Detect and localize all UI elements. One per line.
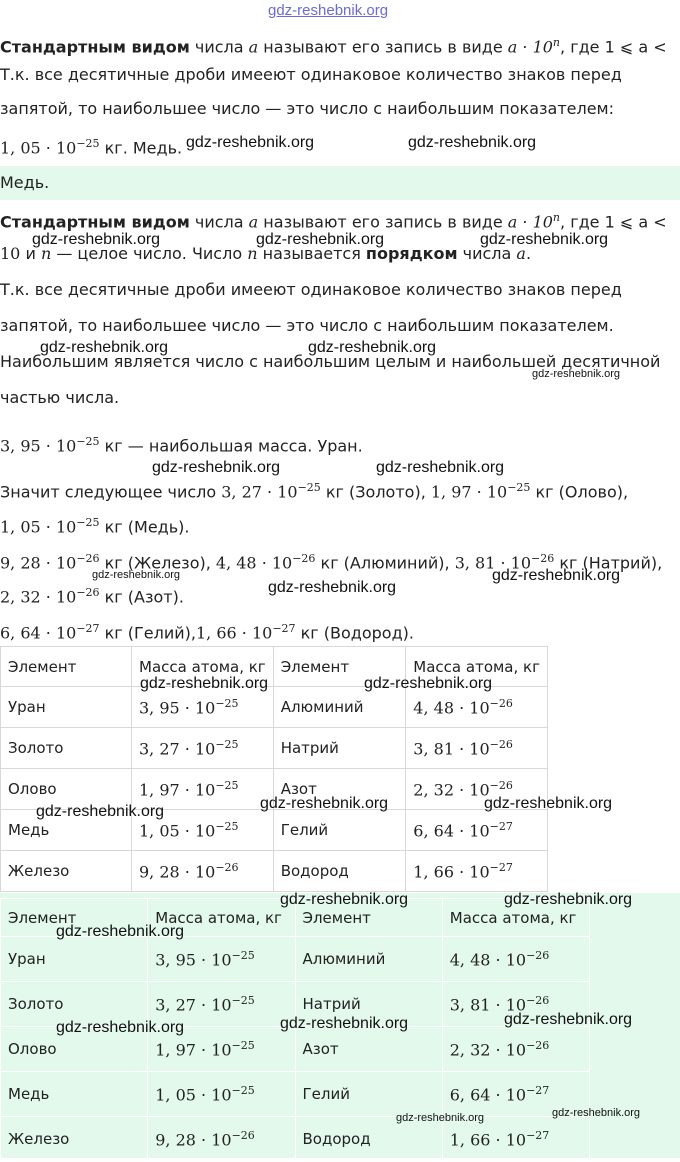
math-num: 10 [0, 244, 21, 263]
element-cell: Азот [295, 1027, 442, 1072]
watermark: gdz-reshebnik.org [152, 459, 281, 476]
element-cell: Гелий [273, 810, 406, 851]
mass-exp: −25 [215, 737, 239, 751]
table-row [1, 851, 548, 892]
math-exp: −25 [297, 481, 321, 494]
order-line [0, 582, 184, 608]
element-cell: Железо [1, 1117, 148, 1162]
math-exp: −26 [292, 552, 316, 565]
watermark: gdz-reshebnik.org [40, 339, 169, 356]
text-line: частью числа. [0, 388, 120, 407]
math-expr: a · 10 [507, 37, 553, 57]
element-cell: Азот [273, 769, 406, 810]
watermark: gdz-reshebnik.org [552, 1107, 641, 1119]
text: называют его запись в виде [258, 212, 508, 232]
mass-value: 3, 27 · 10 [155, 995, 232, 1015]
math-expr: 6, 64 · 10 [0, 623, 77, 643]
watermark: gdz-reshebnik.org [308, 339, 437, 356]
watermark: gdz-reshebnik.org [396, 1112, 485, 1124]
mass-exp: −26 [489, 778, 513, 792]
element-cell: Железо [1, 851, 132, 892]
text: кг (Железо), [99, 553, 216, 573]
watermark: gdz-reshebnik.org [256, 231, 385, 248]
header-cell: Масса атома, кг [132, 647, 274, 687]
header-cell: Элемент [273, 647, 406, 687]
mass-exp: −25 [231, 1083, 255, 1097]
math-exp: −27 [76, 622, 100, 635]
element-cell: Золото [1, 728, 132, 769]
mass-cell [148, 937, 295, 982]
math-var: n [40, 244, 52, 263]
text: называют его запись в виде [258, 37, 508, 57]
element-cell: Водород [273, 851, 406, 892]
mass-value: 6, 64 · 10 [413, 821, 490, 841]
math-expr: 1, 66 · 10 [195, 623, 273, 643]
math-exp: n [552, 211, 561, 224]
watermark: gdz-reshebnik.org [364, 675, 493, 692]
math-expr: 2, 32 · 10 [0, 587, 77, 607]
math-expr: 4, 48 · 10 [215, 553, 293, 573]
order-line [0, 512, 190, 538]
text: кг. Медь. [99, 138, 183, 158]
text: . [525, 244, 532, 263]
text: , где 1 ⩽ a < [560, 37, 667, 57]
mass-value: 6, 64 · 10 [449, 1085, 527, 1105]
header-cell: Элемент [1, 899, 148, 937]
mass-exp: −26 [215, 860, 239, 874]
text-line: Т.к. все десятичные дроби имееют одинаковое количество знаков перед [0, 65, 622, 84]
math-exp: n [552, 36, 561, 49]
mass-exp: −25 [231, 948, 255, 962]
watermark: gdz-reshebnik.org [260, 795, 389, 812]
element-cell: Медь [1, 810, 132, 851]
element-cell: Алюминий [273, 687, 406, 728]
header-cell: Элемент [1, 647, 132, 687]
mass-cell [406, 851, 548, 892]
mass-value: 3, 27 · 10 [139, 739, 216, 759]
math-exp: −26 [531, 552, 555, 565]
mass-value: 1, 97 · 10 [139, 780, 216, 800]
mass-exp: −25 [231, 993, 255, 1007]
mass-cell [442, 1027, 589, 1072]
mass-exp: −27 [526, 1128, 550, 1142]
watermark: gdz-reshebnik.org [376, 459, 505, 476]
element-cell: Медь [1, 1072, 148, 1117]
mass-value: 1, 05 · 10 [155, 1085, 232, 1105]
mass-exp: −26 [526, 993, 550, 1007]
text: кг (Медь). [99, 517, 190, 537]
element-cell: Гелий [295, 1072, 442, 1117]
text: кг (Олово), [530, 482, 629, 502]
element-cell: Натрий [273, 728, 406, 769]
table-row [1, 1117, 590, 1162]
mass-cell [406, 810, 548, 851]
text: числа [189, 212, 249, 232]
watermark: gdz-reshebnik.org [36, 803, 165, 820]
math-expr: 1, 05 · 10 [0, 517, 77, 537]
mass-value: 1, 66 · 10 [449, 1130, 527, 1150]
mass-cell [132, 851, 274, 892]
mass-cell [148, 1117, 295, 1162]
text: кг (Азот). [99, 587, 184, 607]
element-cell: Водород [295, 1117, 442, 1162]
watermark: gdz-reshebnik.org [186, 134, 315, 151]
watermark: gdz-reshebnik.org [480, 231, 609, 248]
math-expr: 9, 28 · 10 [0, 553, 77, 573]
mass-value: 1, 66 · 10 [413, 862, 490, 882]
text: и [20, 244, 41, 263]
order-line [0, 477, 628, 503]
text: кг (Натрий), [554, 553, 663, 573]
text: называется [257, 244, 366, 263]
math-expr: a · 10 [507, 212, 553, 232]
math-expr: 1, 97 · 10 [430, 482, 508, 502]
mass-value: 3, 81 · 10 [449, 995, 527, 1015]
text-line: запятой, то наибольшее число — это число с наибольшим показателем. [0, 316, 614, 335]
mass-exp: −26 [526, 1038, 550, 1052]
mass-value: 4, 48 · 10 [413, 698, 490, 718]
math-var: a [516, 244, 526, 263]
mass-exp: −25 [215, 696, 239, 710]
mass-exp: −26 [489, 737, 513, 751]
mass-exp: −25 [215, 819, 239, 833]
mass-exp: −26 [231, 1128, 255, 1142]
answer-background [0, 166, 680, 200]
header-cell: Масса атома, кг [148, 899, 295, 937]
answer-text: Медь. [0, 173, 50, 192]
element-cell: Уран [1, 687, 132, 728]
text: кг (Гелий), [99, 623, 196, 643]
mass-value: 2, 32 · 10 [413, 780, 490, 800]
watermark: gdz-reshebnik.org [56, 923, 185, 940]
element-cell: Олово [1, 769, 132, 810]
table-row [1, 728, 548, 769]
watermark: gdz-reshebnik.org [280, 1015, 409, 1032]
definition-line-2 [0, 207, 667, 233]
mass-value: 3, 95 · 10 [139, 698, 216, 718]
mass-value: 9, 28 · 10 [155, 1130, 232, 1150]
watermark: gdz-reshebnik.org [268, 579, 397, 596]
text: кг (Золото), [320, 482, 431, 502]
mass-value: 9, 28 · 10 [139, 862, 216, 882]
math-exp: −27 [272, 622, 296, 635]
math-exp: −26 [76, 552, 100, 565]
math-var: a [248, 212, 259, 232]
mass-exp: −26 [489, 696, 513, 710]
mass-cell [406, 728, 548, 769]
element-cell: Алюминий [295, 937, 442, 982]
term-standard-form: Стандартным видом [0, 212, 190, 232]
mass-exp: −27 [489, 819, 513, 833]
text-line: запятой, то наибольшее число — это число с наибольшим показателем: [0, 99, 615, 118]
header-cell: Элемент [295, 899, 442, 937]
mass-cell [148, 1072, 295, 1117]
watermark: gdz-reshebnik.org [56, 1019, 185, 1036]
watermark: gdz-reshebnik.org [492, 567, 621, 584]
watermark: gdz-reshebnik.org [408, 134, 537, 151]
math-expr: 1, 05 · 10 [0, 138, 77, 158]
text: — целое число. Число [51, 244, 248, 263]
text: числа [457, 244, 517, 263]
header-cell: Масса атома, кг [442, 899, 589, 937]
term-order: порядком [365, 244, 458, 263]
text-line: Т.к. все десятичные дроби имееют одинаковое количество знаков перед [0, 280, 622, 299]
watermark-top-link[interactable]: gdz-reshebnik.org [268, 2, 389, 19]
math-exp: −26 [76, 586, 100, 599]
mass-value: 1, 97 · 10 [155, 1040, 232, 1060]
text: кг (Алюминий), [315, 553, 455, 573]
math-exp: −25 [76, 137, 100, 150]
mass-value: 3, 95 · 10 [155, 950, 232, 970]
math-var: a [248, 37, 259, 57]
mass-exp: −27 [526, 1083, 550, 1097]
element-cell: Уран [1, 937, 148, 982]
mass-value: 3, 81 · 10 [413, 739, 490, 759]
result-line [0, 133, 182, 159]
math-exp: −25 [76, 435, 100, 448]
element-cell: Олово [1, 1027, 148, 1072]
math-expr: 3, 27 · 10 [221, 482, 298, 502]
element-cell: Золото [1, 982, 148, 1027]
definition-line-1 [0, 32, 667, 58]
header-cell: Масса атома, кг [406, 647, 548, 687]
text: кг — наибольшая масса. Уран. [99, 436, 363, 456]
element-cell: Натрий [295, 982, 442, 1027]
watermark: gdz-reshebnik.org [280, 891, 409, 908]
order-line [0, 618, 414, 644]
mass-value: 1, 05 · 10 [139, 821, 216, 841]
mass-exp: −27 [489, 860, 513, 874]
text: Значит следующее число [0, 482, 222, 502]
math-expr: 3, 81 · 10 [454, 553, 532, 573]
mass-exp: −26 [526, 948, 550, 962]
watermark: gdz-reshebnik.org [140, 675, 269, 692]
mass-cell [442, 937, 589, 982]
mass-value: 4, 48 · 10 [449, 950, 527, 970]
result-line [0, 431, 363, 457]
watermark: gdz-reshebnik.org [484, 795, 613, 812]
term-standard-form: Стандартным видом [0, 37, 190, 57]
watermark: gdz-reshebnik.org [504, 1011, 633, 1028]
mass-exp: −25 [231, 1038, 255, 1052]
mass-value: 2, 32 · 10 [449, 1040, 527, 1060]
text: числа [189, 37, 249, 57]
watermark: gdz-reshebnik.org [532, 368, 621, 380]
watermark: gdz-reshebnik.org [504, 891, 633, 908]
table-row [1, 1072, 590, 1117]
math-var: n [247, 244, 258, 263]
math-exp: −25 [76, 516, 100, 529]
watermark: gdz-reshebnik.org [32, 231, 161, 248]
math-expr: 3, 95 · 10 [0, 436, 77, 456]
watermark: gdz-reshebnik.org [92, 569, 181, 581]
text-line: Наибольшим является число с наибольшим целым и наибольшей десятичной [0, 352, 661, 371]
mass-cell [132, 728, 274, 769]
text: , где 1 ⩽ a < [560, 212, 667, 232]
math-exp: −25 [507, 481, 531, 494]
table-row [1, 937, 590, 982]
mass-exp: −25 [215, 778, 239, 792]
text: кг (Водород). [295, 623, 414, 643]
